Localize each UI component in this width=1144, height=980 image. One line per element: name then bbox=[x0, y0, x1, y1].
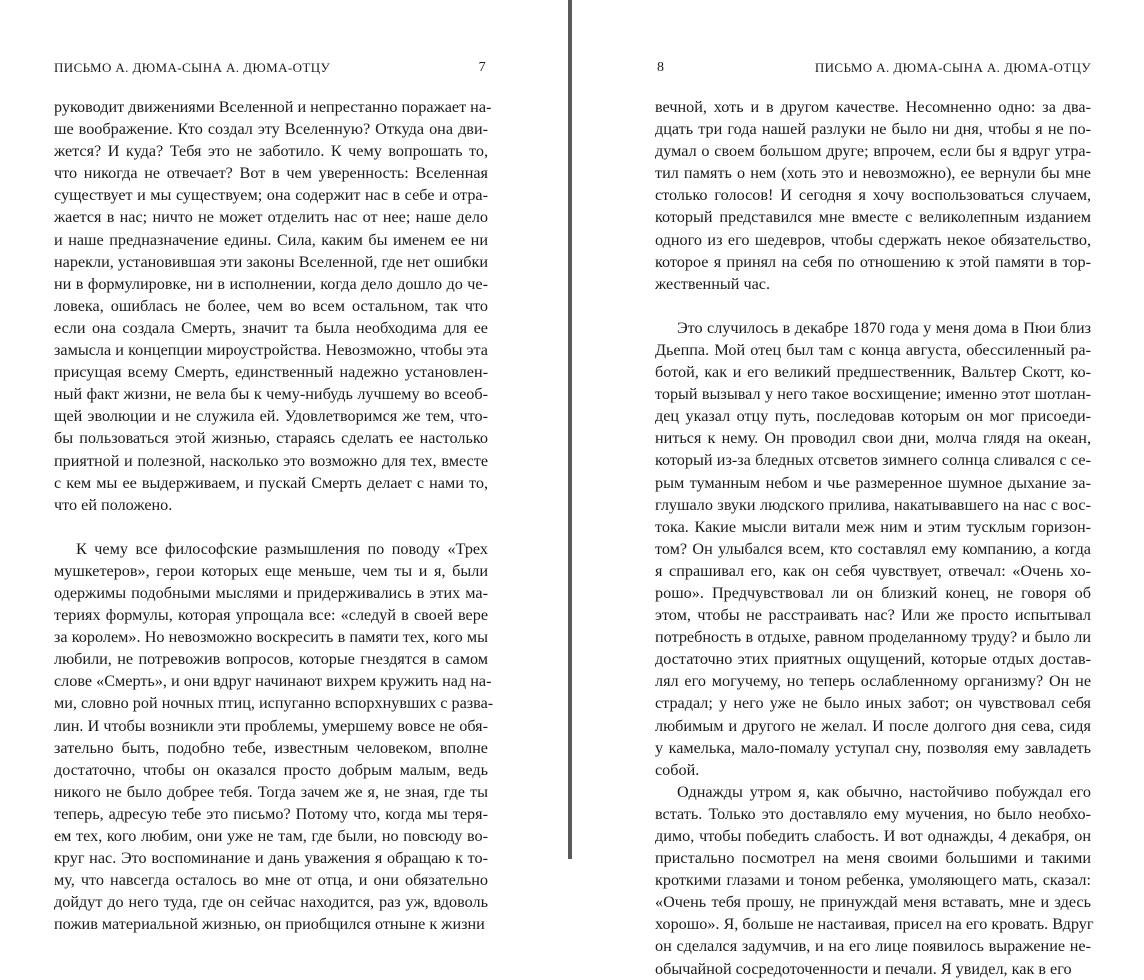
text-line: присущая всему Смерть, единственный надежно установлен- bbox=[54, 363, 488, 382]
running-head-title: ПИСЬМО А. ДЮМА-СЫНА А. ДЮМА-ОТЦУ bbox=[54, 60, 331, 75]
text-line: ми, словно рой ночных птиц, испуганно вспорхнувших с разва- bbox=[54, 694, 494, 713]
text-line: пристально посмотрел на меня своими большими и такими bbox=[655, 849, 1091, 868]
page-number: 8 bbox=[657, 60, 665, 75]
text-line: Однажды утром я, как обычно, настойчиво побуждал его bbox=[677, 782, 1091, 801]
text-line: нарекли, установившая эти законы Вселенной, где нет ошибки bbox=[54, 252, 488, 271]
text-line: я спрашивал его, как он себя чувствует, отвечал: «Очень хо- bbox=[655, 561, 1091, 580]
text-line: мушкетеров», герои которых еще меньше, чем ты и я, были bbox=[54, 561, 488, 580]
text-line: что никогда не отвечает? Вот в чем уверенность: Вселенная bbox=[54, 164, 488, 183]
text-line: который из-за бледных отсветов зимнего солнца сливался с се- bbox=[655, 451, 1091, 470]
text-line: встать. Только это доставляло ему мучения, но было необхо- bbox=[655, 804, 1091, 823]
text-line: круг нас. Это воспоминание и дань уважения я обращаю к то- bbox=[54, 849, 488, 868]
text-line: зательно быть, подобно тебе, известным человеком, вполне bbox=[54, 738, 488, 757]
text-line: одного из его шедевров, чтобы сдержать некое обязательство, bbox=[655, 230, 1091, 249]
text-line: руководит движениями Вселенной и непрестанно поражает на- bbox=[54, 98, 492, 116]
text-line: лин. И чтобы возникли эти проблемы, умершему вовсе не обя- bbox=[54, 716, 488, 735]
text-line: который представился мне вместе с великолепным изданием bbox=[655, 208, 1091, 227]
running-head-title: ПИСЬМО А. ДЮМА-СЫНА А. ДЮМА-ОТЦУ bbox=[814, 60, 1091, 75]
text-line: тил память о нем (хоть это и невозможно), ее вернули бы мне bbox=[655, 164, 1091, 183]
text-line: тока. Какие мысли витали меж ним и этим тусклым горизон- bbox=[655, 517, 1091, 536]
text-line: дцать три года нашей разлуки не было ни дня, чтобы я не по- bbox=[655, 120, 1091, 139]
page-number: 7 bbox=[478, 60, 486, 75]
text-line: этом, чтобы не расстраивать нас? Или же просто испытывал bbox=[655, 606, 1091, 625]
text-line: приятной и полезной, насколько это возможно для тех, вместе bbox=[54, 451, 488, 470]
text-line: ше воображение. Кто создал эту Вселенную? Откуда она дви- bbox=[54, 120, 488, 139]
text-line: обычайной сосредоточенности и печали. Я увидел, как в его bbox=[655, 959, 1072, 978]
text-line: с кем мы ее выдерживаем, и пускай Смерть делает с нами то, bbox=[54, 473, 488, 492]
text-line: страдал; у него уже не было иных забот; он чувствовал себя bbox=[655, 694, 1091, 713]
text-line: любили, не потревожив вопросов, которые гнездятся в самом bbox=[54, 650, 488, 669]
text-line: ловека, ошиблась не более, чем во всем остальном, так что bbox=[54, 296, 488, 315]
body-text bbox=[655, 96, 1094, 980]
text-line: Это случилось в декабре 1870 года у меня дома в Пюи близ bbox=[677, 318, 1091, 337]
text-line: он сделался задумчив, и на его лице появилось выражение не- bbox=[655, 937, 1091, 956]
text-line: рошо». Предчувствовал ли он близкий конец, не говоря об bbox=[655, 583, 1091, 602]
paragraph-gap bbox=[54, 516, 488, 538]
text-line: лял его могучему, но теперь ослабленному организму? Он не bbox=[655, 672, 1091, 691]
text-line: слове «Смерть», и они вдруг начинают вихрем кружить над на- bbox=[54, 672, 492, 691]
text-line: пожив материальной жизнью, он приобщился отныне к жизни bbox=[54, 915, 485, 934]
text-line: ный факт жизни, не вела бы к чему-нибудь лучшему во всеоб- bbox=[54, 385, 488, 404]
text-line: ботой, как и его великий предшественник, Вальтер Скотт, ко- bbox=[655, 363, 1091, 382]
right-page bbox=[655, 0, 1094, 978]
book-gutter bbox=[568, 0, 572, 859]
left-page bbox=[54, 0, 494, 934]
text-line: существует и мы существуем; она содержит нас в себе и отра- bbox=[54, 186, 488, 205]
text-line: ниться к нему. Он проводил свои дни, молча глядя на океан, bbox=[655, 429, 1091, 448]
body-text bbox=[54, 96, 494, 935]
text-line: «Очень тебя прошу, не принуждай меня вставать, мне и здесь bbox=[655, 893, 1091, 912]
running-head bbox=[54, 60, 488, 80]
text-line: за королем». Но невозможно воскресить в памяти тех, кого мы bbox=[54, 628, 488, 647]
text-line: собой. bbox=[655, 760, 700, 779]
text-line: одержимы подобными мыслями и придерживались в этих ма- bbox=[54, 583, 488, 602]
text-line: глушало звуки людского прилива, накатывавшего на нас с вос- bbox=[655, 495, 1091, 514]
text-line: Дьеппа. Мой отец был там с конца августа, обессиленный ра- bbox=[655, 340, 1091, 359]
text-line: никого не было добрее тебя. Тогда зачем же я, не зная, где ты bbox=[54, 782, 488, 801]
text-line: рым туманным небом и чье размеренное шумное дыхание за- bbox=[655, 473, 1091, 492]
text-line: если она создала Смерть, значит та была необходима для ее bbox=[54, 318, 488, 337]
text-line: кроткими глазами и тоном ребенка, умоляющего мать, сказал: bbox=[655, 871, 1091, 890]
paragraph bbox=[655, 96, 1091, 295]
text-line: торый вызывал у него такое восхищение; именно этот шотлан- bbox=[655, 385, 1091, 404]
paragraph bbox=[54, 538, 494, 936]
text-line: хорошо». Я, больше не настаивая, присел на его кровать. Вдруг bbox=[655, 915, 1094, 934]
text-line: ни в формулировке, ни в исполнении, когда дело дошло до че- bbox=[54, 274, 488, 293]
text-line: жется? И куда? Тебя это не заботило. К чему вопрошать то, bbox=[54, 142, 488, 161]
text-line: и наше предназначение едины. Сила, каким бы именем ее ни bbox=[54, 230, 488, 249]
text-line: жается в нас; ничто не может отделить нас от нее; наше дело bbox=[54, 208, 488, 227]
text-line: щей эволюции и не служила ей. Удовлетворимся же тем, что- bbox=[54, 407, 488, 426]
text-line: думал о своем большом друге; впрочем, если бы я вдруг утра- bbox=[655, 142, 1091, 161]
text-line: что ей положено. bbox=[54, 495, 173, 514]
text-line: дойдут до него туда, где он сейчас находится, раз уж, вдоволь bbox=[54, 893, 488, 912]
text-line: которое я принял на себя по отношению к этой памяти в тор- bbox=[655, 252, 1091, 271]
text-line: том? Он улыбался всем, кто составлял ему компанию, а когда bbox=[655, 539, 1091, 558]
text-line: потребность в отдыхе, равном проделанному труду? и было ли bbox=[655, 628, 1091, 647]
text-line: вечной, хоть и в другом качестве. Несомненно одно: за два- bbox=[655, 98, 1091, 116]
paragraph-gap bbox=[655, 295, 1091, 317]
text-line: териях формулы, которая упрощала все: «следуй в своей вере bbox=[54, 606, 488, 625]
paragraph bbox=[655, 317, 1091, 781]
text-line: теперь, адресую тебе это письмо? Потому что, когда мы теря- bbox=[54, 804, 488, 823]
text-line: достаточно этих приятных ощущений, которые отдых достав- bbox=[655, 650, 1091, 669]
text-line: жественный час. bbox=[655, 274, 771, 293]
text-line: у камелька, мало-помалу уступал сну, позволяя ему завладеть bbox=[655, 738, 1091, 757]
paragraph bbox=[54, 96, 492, 516]
text-line: достаточно, чтобы он оказался просто добрым малым, ведь bbox=[54, 760, 488, 779]
text-line: ем тех, кого любим, они уже не там, где были, но повсюду во- bbox=[54, 827, 488, 845]
text-line: димо, чтобы победить слабость. И вот однажды, 4 декабря, он bbox=[655, 827, 1091, 845]
paragraph bbox=[655, 781, 1094, 980]
running-head bbox=[655, 60, 1091, 80]
text-line: дец указал отцу путь, последовав которым он мог присоеди- bbox=[655, 407, 1091, 426]
text-line: му, что навсегда осталось во мне от отца, и они обязательно bbox=[54, 871, 488, 890]
text-line: бы пользоваться этой жизнью, стараясь сделать ее настолько bbox=[54, 429, 488, 448]
text-line: К чему все философские размышления по поводу «Трех bbox=[76, 539, 488, 558]
text-line: любимым и другого не желал. И после долгого дня сева, сидя bbox=[655, 716, 1091, 735]
text-line: замысла и концепции мироустройства. Невозможно, чтобы эта bbox=[54, 341, 488, 360]
text-line: столько голосов! И сегодня я хочу воспользоваться случаем, bbox=[655, 186, 1091, 205]
